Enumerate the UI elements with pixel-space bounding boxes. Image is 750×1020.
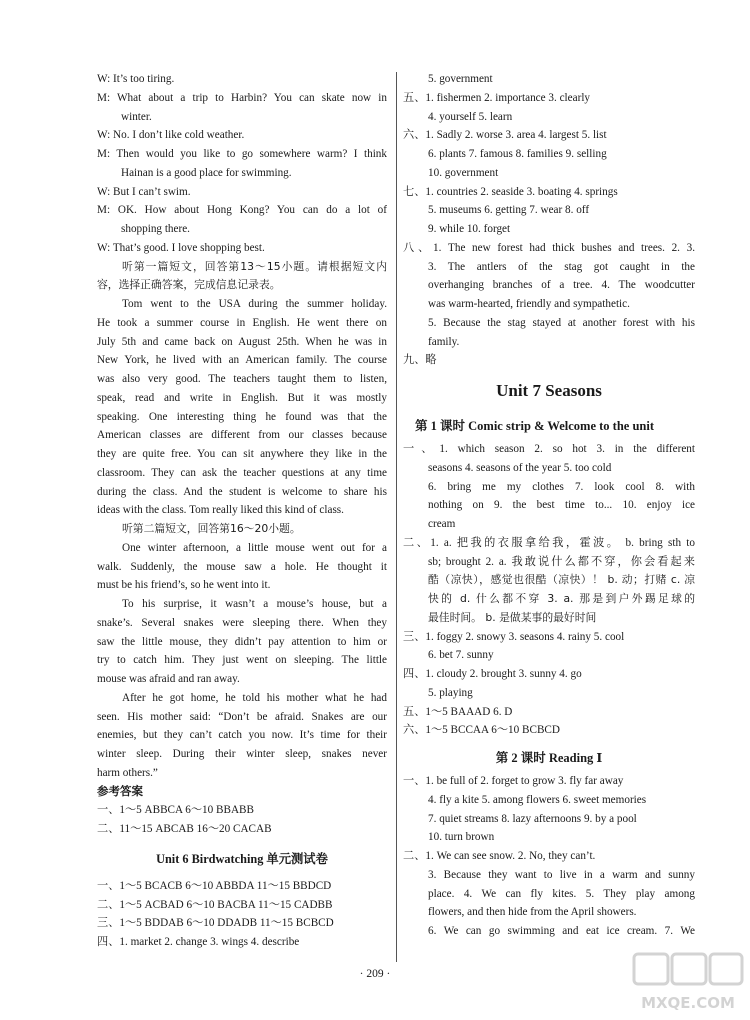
text-line: 10. government	[428, 166, 499, 179]
watermark-logo	[628, 948, 748, 1018]
text-line: 3. Because they want to live in a warm and sunny	[428, 868, 695, 881]
lesson1-answers	[403, 440, 695, 740]
text-line: 4. fly a kite 5. among flowers 6. sweet memories	[428, 793, 647, 806]
text-line: 3. The antlers of the stag got caught in the	[428, 260, 695, 273]
text-line: 6. bet 7. sunny	[428, 649, 494, 662]
text-line: 二、11～15 ABCAB 16～20 CACAB	[97, 823, 272, 835]
text-line: classroom. They can ask the teacher questions at any time	[97, 466, 387, 479]
text-line: W: No. I don’t like cold weather.	[97, 129, 245, 142]
text-line: snake’s. Several snakes were sleeping there. When they	[97, 616, 387, 629]
text-line: M: What about a trip to Harbin? You can skate now in	[97, 91, 387, 104]
text-line: Tom went to the USA during the summer holiday.	[122, 298, 387, 310]
column-divider	[396, 72, 397, 962]
unit6-answers-continued	[403, 70, 695, 370]
watermark-text: MXQE.COM	[641, 994, 735, 1012]
text-line: 5. museums 6. getting 7. wear 8. off	[428, 204, 590, 217]
text-line: 酷（凉快），感觉也很酷（凉快）！ b. 动；打赌 c. 凉	[428, 573, 695, 587]
text-line: try to catch him. They just went on sleeping. The little	[97, 654, 387, 667]
unit7-title: Unit 7 Seasons	[496, 381, 602, 400]
text-line: 三、1. foggy 2. snowy 3. seasons 4. rainy 5. cool	[403, 630, 625, 643]
text-line: He took a summer course in English. He went there on	[97, 316, 387, 329]
text-line: seasons 4. seasons of the year 5. too cold	[428, 461, 612, 474]
text-line: mouse was afraid and ran away.	[97, 673, 240, 685]
listening-script	[97, 70, 387, 783]
unit6-answers	[97, 877, 387, 952]
text-line: shopping there.	[121, 223, 190, 235]
text-line: W: That’s good. I love shopping best.	[97, 241, 265, 254]
text-line: 六、1. Sadly 2. worse 3. area 4. largest 5. list	[403, 129, 607, 142]
text-line: New York, he lived with an American family. The course	[97, 354, 387, 367]
text-line: place. 4. We can fly kites. 5. They play among	[428, 887, 695, 900]
text-line: 5. playing	[428, 686, 473, 699]
text-line: 九、略	[403, 354, 437, 367]
text-line: 6. We can go swimming and eat ice cream. 7. We	[428, 925, 695, 937]
text-line: 10. turn brown	[428, 831, 495, 844]
text-line: 五、1～5 BAAAD 6. D	[403, 705, 513, 718]
text-line: Hainan is a good place for swimming.	[121, 166, 292, 179]
answers-heading: 参考答案	[97, 785, 143, 798]
text-line: 六、1～5 BCCAA 6～10 BCBCD	[403, 724, 560, 737]
text-line: ideas with the class. Tom really liked this kind of class.	[97, 504, 344, 517]
text-line: sb; brought 2. a. 我敢说什么都不穿，你会看起来	[428, 555, 695, 568]
lesson1-title: 第 1 课时 Comic strip & Welcome to the unit	[415, 419, 654, 433]
text-line: must be his friend’s, so he went into it.	[97, 579, 271, 592]
text-line: 5. Because the stag stayed at another forest with his	[428, 316, 695, 329]
text-line: M: OK. How about Hong Kong? You can do a lot of	[97, 204, 387, 217]
answers-list	[97, 801, 387, 839]
text-line: 二、1～5 ACBAD 6～10 BACBA 11～15 CADBB	[97, 898, 333, 911]
page-number: · 209 ·	[359, 968, 391, 980]
lesson2-answers	[403, 772, 695, 941]
text-line: 6. plants 7. famous 8. families 9. selling	[428, 148, 607, 160]
text-line: 八、1. The new forest had thick bushes and trees. 2. 3.	[403, 241, 695, 254]
text-line: seen. His mother said: “Don’t be afraid. Snakes are our	[97, 710, 387, 723]
text-line: 七、1. countries 2. seaside 3. boating 4. springs	[403, 185, 618, 198]
text-line: saw the little mouse, they didn’t pay attention to him or	[97, 635, 387, 648]
text-line: 容，选择正确答案，完成信息记录表。	[97, 278, 281, 292]
text-line: nothing on 9. the best time to... 10. enjoy ice	[428, 499, 695, 512]
text-line: overhanging branches of a tree. 4. The woodcutter	[428, 279, 695, 292]
text-line: they are quite free. You can sit anywhere they like in the	[97, 448, 387, 460]
text-line: was also very good. The teachers taught them to listen,	[97, 373, 387, 385]
text-line: speak, read and write in English. But it was mostly	[97, 391, 387, 404]
text-line: After he got home, he told his mother what he had	[122, 691, 387, 704]
text-line: 听第一篇短文，回答第13～15小题。请根据短文内	[122, 259, 387, 273]
text-line: W: But I can’t swim.	[97, 185, 191, 198]
text-line: 7. quiet streams 8. lazy afternoons 9. by a pool	[428, 812, 637, 825]
text-line: winter.	[121, 110, 152, 123]
text-line: 5. government	[428, 73, 493, 85]
text-line: 9. while 10. forget	[428, 223, 511, 235]
text-line: 听第二篇短文，回答第16～20小题。	[122, 522, 301, 535]
text-line: W: It’s too tiring.	[97, 73, 175, 85]
text-line: 四、1. cloudy 2. brought 3. sunny 4. go	[403, 668, 582, 680]
text-line: 一、1～5 BCACB 6～10 ABBDA 11～15 BBDCD	[97, 879, 332, 892]
text-line: 四、1. market 2. change 3. wings 4. describe	[97, 936, 300, 948]
text-line: 二、1. We can see snow. 2. No, they can’t.	[403, 850, 596, 862]
text-line: 一、1. which season 2. so hot 3. in the different	[403, 443, 695, 455]
text-line: To his surprise, it wasn’t a mouse’s house, but a	[122, 598, 387, 610]
text-line: enemies, but they can’t catch you now. It’s time for their	[97, 729, 387, 742]
text-line: 快的 d. 什么都不穿 3. a. 那是到户外踢足球的	[428, 592, 695, 605]
text-line: 一、1～5 ABBCA 6～10 BBABB	[97, 804, 254, 817]
text-line: cream	[428, 518, 456, 530]
text-line: was warm-hearted, friendly and sympathetic.	[428, 298, 630, 310]
text-line: 一、1. be full of 2. forget to grow 3. fly far away	[403, 775, 624, 787]
text-line: during the class. And the student is welcome to share his	[97, 485, 387, 498]
left-column	[97, 70, 387, 952]
text-line: speaking. One interesting thing he found was that the	[97, 410, 387, 423]
text-line: American classes are different from our classes because	[97, 429, 387, 442]
text-line: walk. Suddenly, the mouse saw a hole. He thought it	[97, 560, 387, 573]
text-line: 6. bring me my clothes 7. look cool 8. with	[428, 480, 695, 493]
text-line: M: Then would you like to go somewhere warm? I think	[97, 148, 387, 160]
unit6-title: Unit 6 Birdwatching 单元测试卷	[156, 851, 328, 866]
text-line: winter sleep. During their winter sleep, snakes never	[97, 748, 387, 760]
text-line: July 5th and came back on August 25th. When he was in	[97, 335, 387, 348]
text-line: 五、1. fishermen 2. importance 3. clearly	[403, 91, 591, 104]
text-line: 三、1～5 BDDAB 6～10 DDADB 11～15 BCBCD	[97, 917, 334, 930]
text-line: 4. yourself 5. learn	[428, 110, 513, 123]
lesson2-title: 第 2 课时 Reading Ⅰ	[495, 751, 603, 765]
right-column	[403, 70, 695, 941]
text-line: flowers, and then hide from the April showers.	[428, 906, 637, 919]
text-line: 二、1. a. 把我的衣服拿给我，霍波。 b. bring sth to	[403, 536, 695, 549]
text-line: 最佳时间。 b. 是做某事的最好时间	[428, 610, 597, 624]
text-line: harm others.”	[97, 766, 158, 779]
text-line: family.	[428, 335, 460, 348]
text-line: One winter afternoon, a little mouse went out for a	[122, 541, 387, 554]
